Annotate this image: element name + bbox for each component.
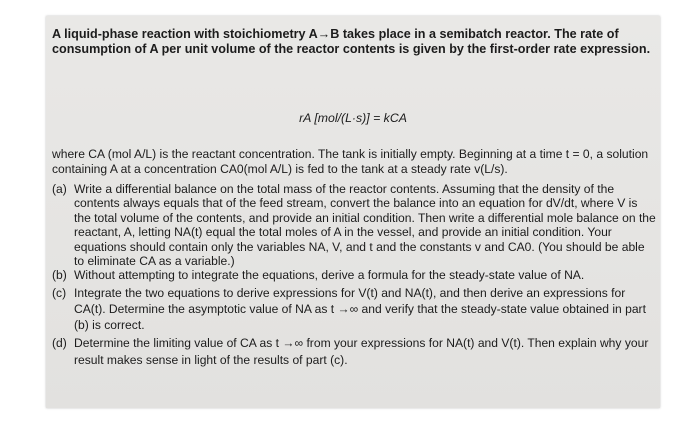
rate-equation-text: rA [mol/(L·s)] = kCA	[299, 111, 407, 125]
rate-equation	[46, 111, 660, 126]
problem-conditions: where CA (mol A/L) is the reactant concentration. The tank is initially empty. Beginning at a time t = 0, a solution containing A at a concentration CA0(mol A/L) is fed to the tank at a steady rate v(L/s).	[52, 147, 649, 176]
part-a-label: (a)	[52, 182, 67, 196]
part-d-text: Determine the limiting value of CA as t →∞ from your expressions for NA(t) and V(t). Then explain why your result makes sense in light of the results of part (c).	[74, 336, 649, 367]
part-c-text: Integrate the two equations to derive expressions for V(t) and NA(t), and then derive an expressions for CA(t). Determine the asymptotic value of NA as t →∞ and verify that the steady-state value obtained in part (b) is correct.	[74, 285, 646, 333]
part-b-label: (b)	[52, 268, 67, 283]
part-b-text: Without attempting to integrate the equations, derive a formula for the steady-state value of NA.	[74, 268, 585, 283]
part-b	[52, 268, 656, 282]
problem-parts	[52, 182, 656, 368]
part-d-label: (d)	[52, 336, 67, 351]
problem-intro: A liquid-phase reaction with stoichiometry A→B takes place in a semibatch reactor. The rate of consumption of A per unit volume of the reactor contents is given by the first-order rate expression.	[52, 27, 651, 56]
part-a	[52, 182, 656, 268]
problem-photo	[46, 16, 660, 408]
part-a-text: Write a differential balance on the total mass of the reactor contents. Assuming that the density of the contents always equals that of the feed stream, convert the balance into an equation for dV/dt, where V is the total volume of the contents, and provide an initial condition. Then write a differential mole balance on the reactant, A, letting NA(t) equal the total moles of A in the vessel, and provide an initial condition. Your equations should contain only the variables NA, V, and t and the constants v and CA0. (You should be able to eliminate CA as a variable.)	[74, 182, 656, 269]
part-c-label: (c)	[52, 285, 67, 300]
part-d	[52, 335, 656, 367]
part-c	[52, 285, 656, 334]
